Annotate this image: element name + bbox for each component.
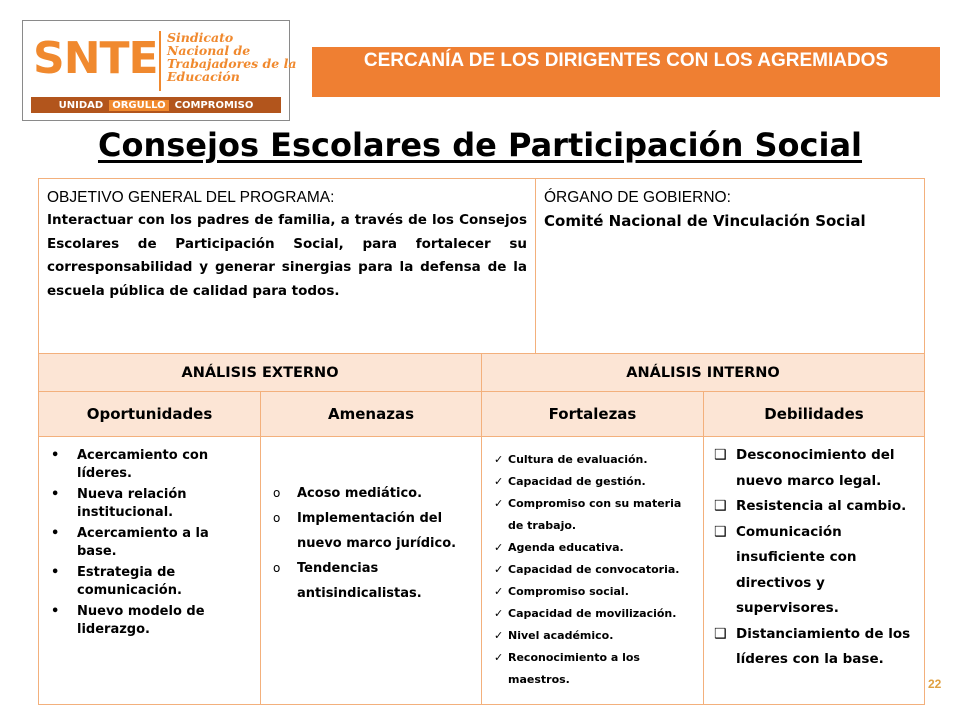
header-banner: CERCANÍA DE LOS DIRIGENTES CON LOS AGREMIADOS	[312, 47, 940, 97]
logo-name	[167, 30, 297, 84]
weaknesses-header: Debilidades	[704, 391, 924, 436]
checkmark-icon: ✓	[494, 651, 504, 664]
list-item: ✓ Compromiso con su materia de trabajo.	[494, 493, 697, 537]
circle-bullet-icon: o	[273, 561, 281, 575]
bullet-icon: •	[51, 604, 60, 619]
list-item: ❑ Comunicación insuficiente con directivos y supervisores.	[714, 520, 918, 622]
opportunities-header: Oportunidades	[39, 391, 261, 436]
strengths-header: Fortalezas	[482, 391, 704, 436]
list-item: ✓ Capacidad de movilización.	[494, 603, 697, 625]
list-item: • Nueva relación institucional.	[51, 487, 187, 520]
page-title	[0, 126, 960, 164]
logo-line: Nacional de	[167, 43, 251, 58]
logo-tagline-word: UNIDAD	[58, 99, 104, 111]
list-item: ✓ Agenda educativa.	[494, 537, 697, 559]
logo-brand: SNTE	[33, 33, 158, 84]
list-item: ❑ Distanciamiento de los líderes con la base.	[714, 622, 918, 673]
circle-bullet-icon: o	[273, 511, 281, 525]
logo-line: Sindicato	[167, 30, 234, 45]
list-item: ❑ Resistencia al cambio.	[714, 494, 918, 520]
list-item: ✓ Capacidad de gestión.	[494, 471, 697, 493]
list-item: o Implementación del nuevo marco jurídico.	[271, 506, 473, 556]
list-item: ✓ Reconocimiento a los maestros.	[494, 647, 697, 691]
checkmark-icon: ✓	[494, 453, 504, 466]
list-item: o Tendencias antisindicalistas.	[271, 556, 473, 606]
checkmark-icon: ✓	[494, 607, 504, 620]
program-table	[38, 178, 925, 705]
logo-line: Educación	[167, 69, 240, 84]
governing-body-label: ÓRGANO DE GOBIERNO:	[544, 189, 731, 206]
internal-analysis-header: ANÁLISIS INTERNO	[482, 353, 924, 391]
list-item: ✓ Capacidad de convocatoria.	[494, 559, 697, 581]
list-item: • Acercamiento con líderes.	[51, 448, 209, 481]
checkmark-icon: ✓	[494, 541, 504, 554]
checkmark-icon: ✓	[494, 585, 504, 598]
logo-divider	[159, 31, 161, 91]
checkmark-icon: ✓	[494, 629, 504, 642]
bullet-icon: •	[51, 448, 60, 463]
checkbox-icon: ❑	[714, 625, 727, 642]
list-item: ❑ Desconocimiento del nuevo marco legal.	[714, 443, 918, 494]
logo-tagline-word: COMPROMISO	[174, 99, 254, 111]
page-title-text: Consejos Escolares de Participación Social	[97, 126, 863, 164]
external-analysis-header: ANÁLISIS EXTERNO	[39, 353, 482, 391]
bullet-icon: •	[51, 487, 60, 502]
threats-header: Amenazas	[261, 391, 482, 436]
checkmark-icon: ✓	[494, 497, 504, 510]
list-item: ✓ Cultura de evaluación.	[494, 449, 697, 471]
list-item: o Acoso mediático.	[271, 481, 473, 506]
weaknesses-cell	[704, 436, 924, 704]
checkmark-icon: ✓	[494, 563, 504, 576]
governing-body-text: Comité Nacional de Vinculación Social	[544, 212, 866, 230]
page-number: 22	[928, 677, 942, 691]
objective-cell	[39, 179, 536, 353]
logo-tagline	[31, 97, 281, 113]
threats-cell	[261, 436, 482, 704]
list-item: • Acercamiento a la base.	[51, 526, 209, 559]
circle-bullet-icon: o	[273, 486, 281, 500]
list-item: ✓ Compromiso social.	[494, 581, 697, 603]
objective-text: Interactuar con los padres de familia, a través de los Consejos Escolares de Participación Social, para fortalecer su corresponsabilidad y generar sinergias para la defensa de la escuela pública de calidad para todos.	[47, 212, 527, 299]
list-item: • Estrategia de comunicación.	[51, 565, 182, 598]
logo-line: Trabajadores de la	[167, 56, 297, 71]
bullet-icon: •	[51, 565, 60, 580]
opportunities-cell	[39, 436, 261, 704]
checkbox-icon: ❑	[714, 447, 727, 463]
list-item: ✓ Nivel académico.	[494, 625, 697, 647]
objective-label: OBJETIVO GENERAL DEL PROGRAMA:	[47, 189, 335, 206]
checkbox-icon: ❑	[714, 498, 727, 514]
checkmark-icon: ✓	[494, 475, 504, 488]
logo-tagline-word: ORGULLO	[109, 100, 168, 111]
strengths-cell	[482, 436, 704, 704]
list-item: • Nuevo modelo de liderazgo.	[51, 604, 205, 637]
checkbox-icon: ❑	[714, 523, 727, 540]
snte-logo	[22, 20, 297, 121]
governing-body-cell	[536, 179, 924, 353]
bullet-icon: •	[51, 526, 60, 541]
